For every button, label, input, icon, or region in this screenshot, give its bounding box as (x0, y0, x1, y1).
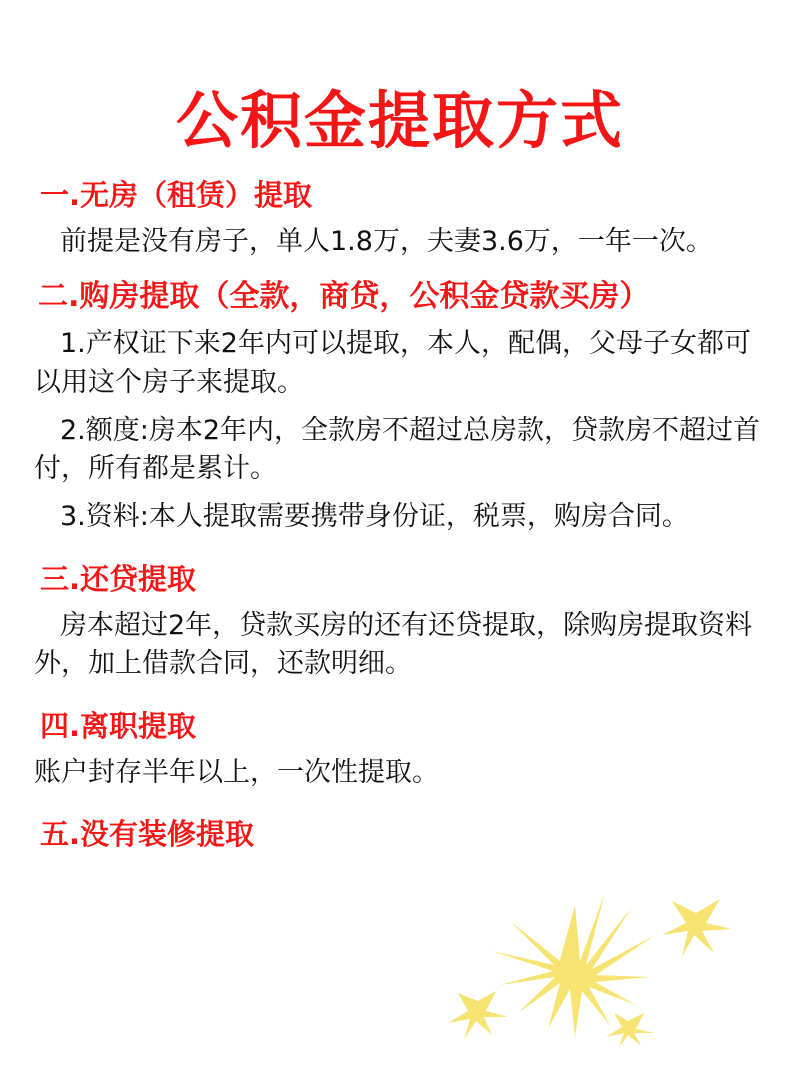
section-3 (24, 561, 776, 684)
section-5 (24, 816, 776, 852)
page-title: 公积金提取方式 (175, 84, 624, 157)
section-4 (24, 708, 776, 793)
section-3-heading: 三.还贷提取 (40, 561, 197, 596)
section-4-paragraph-1: 账户封存半年以上，一次性提取。 (34, 756, 439, 788)
section-4-heading: 四.离职提取 (40, 708, 197, 743)
section-1-paragraph-1: 前提是没有房子，单人1.8万，夫妻3.6万，一年一次。 (60, 226, 713, 258)
section-1 (24, 177, 776, 262)
section-2-paragraph-2: 2.额度:房本2年内，全款房不超过总房款，贷款房不超过首付，所有都是累计。 (34, 414, 761, 485)
section-2-paragraph-1: 1.产权证下来2年内可以提取，本人，配偶，父母子女都可以用这个房子来提取。 (34, 328, 751, 398)
section-2-paragraph-3: 3.资料:本人提取需要携带身份证，税票，购房合同。 (60, 501, 689, 533)
section-2 (24, 278, 776, 537)
section-2-heading: 二.购房提取（全款，商贷，公积金贷款买房） (38, 278, 650, 314)
section-1-heading: 一.无房（租赁）提取 (40, 178, 313, 213)
section-5-heading: 五.没有装修提取 (40, 817, 255, 852)
section-3-paragraph-1: 房本超过2年，贷款买房的还有还贷提取，除购房提取资料外，加上借款合同，还款明细。 (34, 610, 753, 680)
starburst-sparkle-icon (400, 865, 760, 1045)
